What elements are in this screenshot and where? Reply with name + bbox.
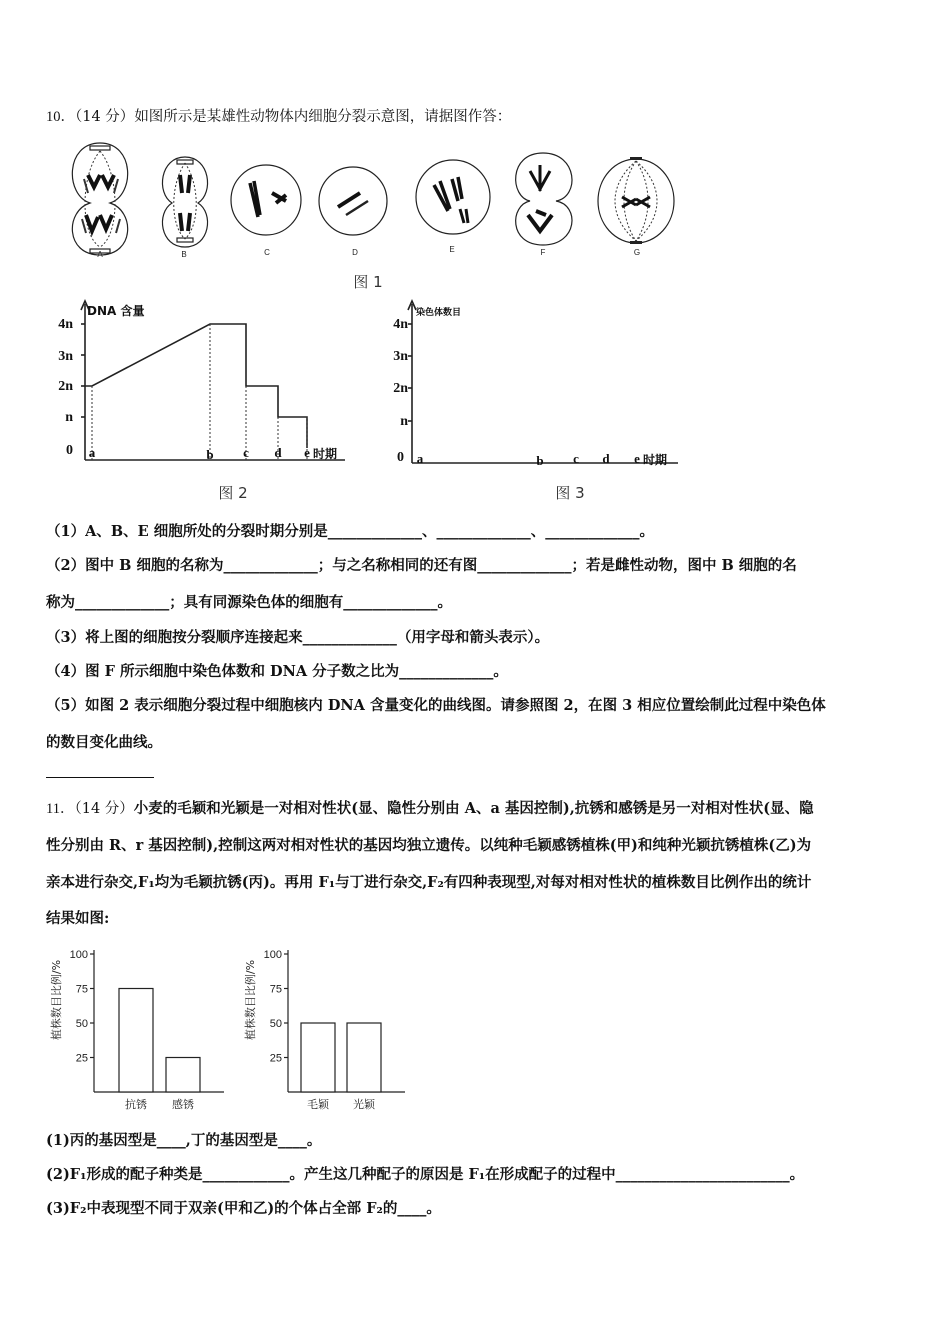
q10-score: （14 分） [75, 109, 135, 125]
fig3-xtick-d: d [602, 451, 610, 466]
figure1-caption: 图 1 [353, 273, 383, 291]
bar1-ytick-label: 25 [75, 1052, 88, 1065]
cell-label-b: B [181, 250, 187, 259]
q10-sub2b: 称为_____________；具有同源染色体的细胞有_____________。 [46, 594, 452, 611]
q11-sub2: (2)F₁形成的配子种类是____________。产生这几种配子的原因是 F₁在形成配子的过程中________________________。 [46, 1166, 805, 1183]
q10-sub3: （3）将上图的细胞按分裂顺序连接起来_____________（用字母和箭头表示）。 [46, 629, 550, 646]
bar1-category-label: 感锈 [172, 1098, 194, 1111]
q10-sub5b: 的数目变化曲线。 [46, 734, 162, 751]
bar1-bar [119, 989, 153, 1093]
bar2-bar [347, 1023, 381, 1092]
bar1-ytick-label: 50 [75, 1018, 88, 1030]
fig2-dashed-guides [92, 324, 307, 460]
cell-label-d: D [352, 248, 358, 257]
fig2-x-title: 时期 [313, 447, 338, 461]
cell-label-c: C [264, 248, 270, 257]
bar1-ytick-label: 100 [69, 949, 88, 961]
q10-header [46, 105, 511, 126]
fig3-xtick-b: b [536, 453, 544, 468]
fig3-xtick-e: e [634, 451, 640, 466]
cell-f [516, 153, 572, 245]
fig3-xtick-c: c [573, 451, 579, 466]
separator-line [46, 777, 154, 778]
bar1-ytick-label: 75 [75, 983, 88, 996]
q11-stem-line4: 结果如图: [46, 910, 110, 927]
fig2-xtick-c: c [243, 445, 249, 460]
figure1-labels [60, 240, 690, 300]
q10-sub4: （4）图 F 所示细胞中染色体数和 DNA 分子数之比为_____________。 [46, 663, 508, 680]
bar2-ytick-label: 75 [269, 983, 282, 996]
bar-chart-rust [46, 940, 226, 1115]
fig2-y-title: DNA 含量 [87, 304, 145, 318]
bar1-bar [166, 1058, 200, 1093]
q11-sub3: (3)F₂中表现型不同于双亲(甲和乙)的个体占全部 F₂的____。 [46, 1200, 441, 1217]
bar2-ytick-label: 25 [269, 1052, 282, 1065]
fig3-ytick-3n: 3n [393, 349, 408, 364]
cell-b [162, 157, 207, 247]
fig2-ytick-2n: 2n [58, 379, 73, 394]
q11-stem1: 小麦的毛颖和光颖是一对相对性状(显、隐性分别由 A、a 基因控制),抗锈和感锈是另一对相对性状(显、隐 [133, 800, 814, 817]
q11-stem-line2: 性分别由 R、r 基因控制),控制这两对相对性状的基因均独立遗传。以纯种毛颖感锈植株(甲)和纯种光颖抗锈植株(乙)为 [46, 837, 812, 854]
fig2-xtick-d: d [274, 445, 282, 460]
fig2-xtick-e: e [304, 445, 310, 460]
fig3-ytick-0: 0 [397, 450, 404, 465]
fig3-ytick-4n: 4n [393, 317, 408, 332]
cell-label-f: F [540, 248, 546, 257]
q10-sub2a: （2）图中 B 细胞的名称为_____________；与之名称相同的还有图_____________；若是雌性动物，图中 B 细胞的名 [46, 557, 797, 574]
q10-sub1: （1）A、B、E 细胞所处的分裂时期分别是_____________、_____________、_____________。 [46, 523, 654, 540]
q10-number: 10． [46, 109, 75, 125]
bar2-category-label: 光颖 [353, 1098, 375, 1111]
bar2-ytick-label: 50 [269, 1018, 282, 1030]
fig3-ytick-2n: 2n [393, 381, 408, 396]
cell-a [72, 143, 127, 255]
cell-label-a: A [97, 250, 103, 259]
bar2-ytick-label: 100 [263, 949, 282, 961]
fig3-ytick-n: n [400, 414, 408, 429]
bar2-bar [301, 1023, 335, 1092]
bar2-category-label: 毛颖 [307, 1098, 329, 1111]
fig2-xtick-a: a [88, 445, 96, 460]
bar-chart-glume [240, 940, 420, 1115]
figure3-caption: 图 3 [555, 484, 585, 502]
cell-c [231, 165, 301, 235]
cell-label-e: E [449, 245, 455, 254]
fig2-ytick-4n: 4n [58, 317, 73, 332]
q10-stem: 如图所示是某雄性动物体内细胞分裂示意图，请据图作答： [134, 109, 512, 125]
q11-stem-line1 [46, 797, 814, 818]
fig3-xtick-a: a [416, 451, 424, 466]
fig2-ytick-0: 0 [66, 443, 73, 458]
figure2-chart [55, 298, 365, 508]
cell-g [598, 157, 674, 244]
fig3-y-title: 染色体数目 [416, 308, 462, 318]
fig3-x-title: 时期 [643, 453, 668, 467]
q11-sub1: (1)丙的基因型是____,丁的基因型是____。 [46, 1132, 322, 1149]
figure3-chart [380, 298, 700, 508]
fig2-ytick-n: n [65, 410, 73, 425]
fig2-ytick-3n: 3n [58, 349, 73, 364]
bar1-category-label: 抗锈 [125, 1098, 147, 1111]
cell-label-g: G [633, 248, 641, 257]
fig2-xtick-b: b [206, 447, 214, 462]
q10-sub5a: （5）如图 2 表示细胞分裂过程中细胞核内 DNA 含量变化的曲线图。请参照图 2，在图 3 相应位置绘制此过程中染色体 [46, 697, 826, 714]
cell-d [319, 167, 387, 235]
figure2-caption: 图 2 [218, 484, 248, 502]
bar2-y-title: 植株数目比例/% [244, 959, 257, 1041]
cell-e [416, 160, 490, 234]
q11-number: 11． [46, 801, 75, 817]
q11-score: （14 分） [74, 801, 134, 817]
q11-stem-line3: 亲本进行杂交,F₁均为毛颖抗锈(丙)。再用 F₁与丁进行杂交,F₂有四种表现型,对每对相对性状的植株数目比例作出的统计 [46, 874, 812, 891]
dna-content-line [85, 324, 307, 448]
bar1-y-title: 植株数目比例/% [50, 959, 63, 1041]
